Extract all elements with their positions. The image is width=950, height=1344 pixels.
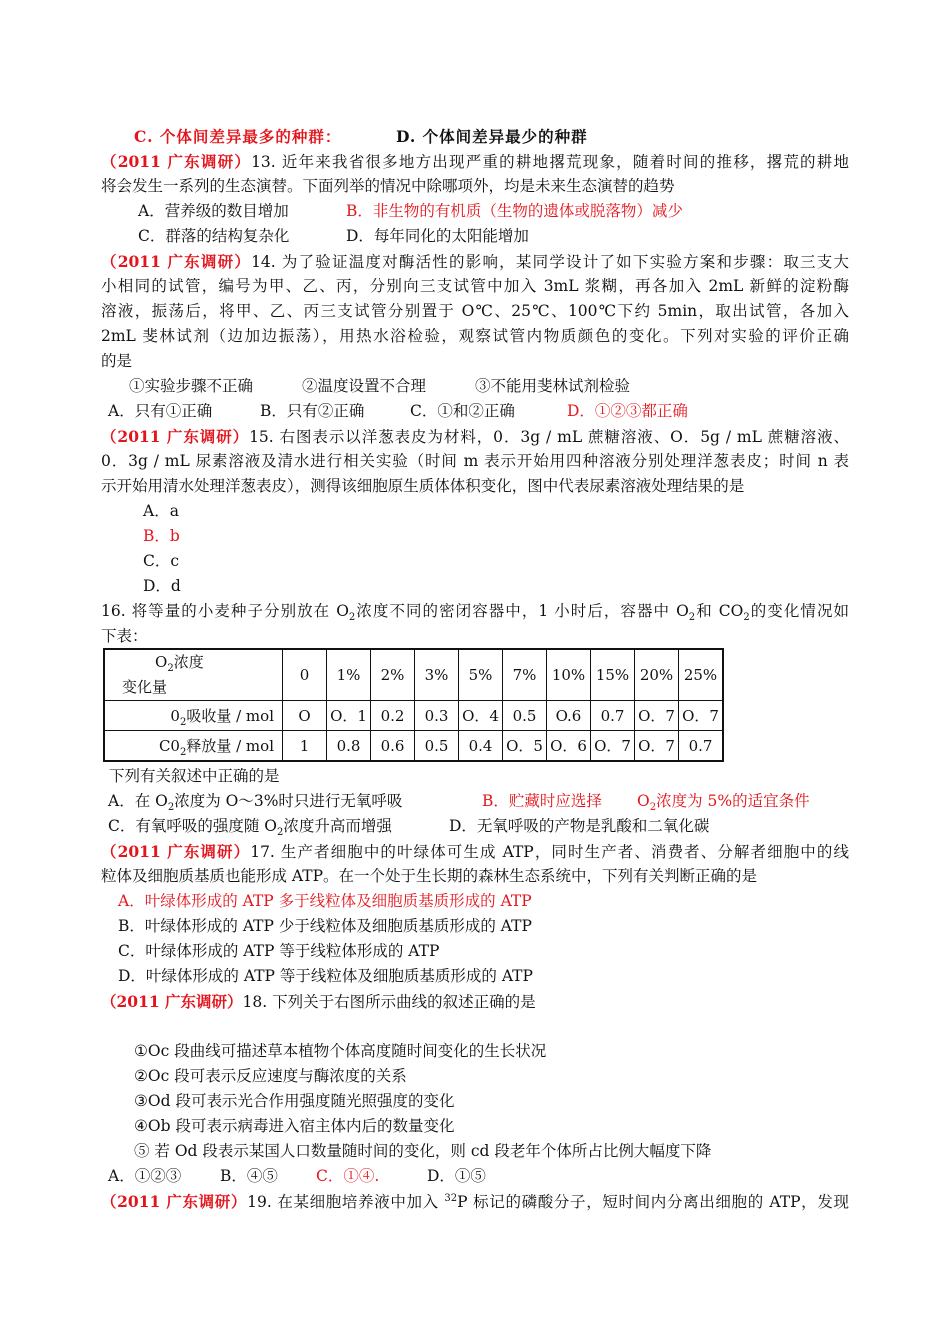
source-tag: （2011 广东调研） [101,992,243,1011]
q13-stem-line [101,149,849,174]
q14-option-a: A．只有①正确 [108,402,213,420]
q12-option-c: C. 个体间差异最多的种群： [134,127,342,146]
table-cell: O．7 [635,731,679,762]
q15-option-c: C．c [143,552,180,570]
table-cell: 0.6 [371,731,415,762]
q13-option-d: D．每年同化的太阳能增加 [346,227,529,245]
q18-options [101,1164,849,1189]
text: 浓度 [173,653,204,671]
q16-question: 下列有关叙述中正确的是 [109,767,280,785]
q16-option-a [108,789,402,814]
subscript: 2 [743,612,750,624]
subscript: 2 [277,827,284,839]
table-cell: O.6 [547,701,591,731]
q13-options [101,199,849,224]
q15-stem-line [101,424,849,449]
text: A．在 O [108,792,168,810]
text: C．有氧呼吸的强度随 O [108,817,277,835]
table-cell: O．5 [503,731,547,762]
q14-statement-3: ③不能用斐林试剂检验 [475,377,631,395]
q16-option-d: D．无氧呼吸的产物是乳酸和二氧化碳 [449,817,710,835]
q18-stem-line [101,989,849,1014]
q18-option-a: A．①②③ [108,1167,182,1185]
source-tag: （2011 广东调研） [101,842,251,861]
table-cell: 0.3 [415,701,459,731]
text: C0 [158,737,180,755]
table-header-cell: 15% [591,649,635,701]
q19-text: 19. 在某细胞培养液中加入 [247,1193,445,1211]
row-label [104,731,283,762]
q18-statement-5: ⑤ 若 Od 段表示某国人口数量随时间的变化，则 cd 段老年个体所占比例大幅度下降 [134,1142,712,1160]
q13-text: 13. 近年来我省很多地方出现严重的耕地撂荒现象，随着时间的推移，撂荒的耕地 [251,153,849,171]
q17-option-d: D．叶绿体形成的 ATP 等于线粒体及细胞质基质形成的 ATP [118,967,533,985]
table-cell: O．6 [547,731,591,762]
source-tag: （2011 广东调研） [101,1192,248,1211]
subscript: 2 [688,612,696,624]
text: 0 [170,707,180,725]
q13-option-c: C．群落的结构复杂化 [138,227,290,245]
source-tag: （2011 广东调研） [101,252,252,271]
table-header-cell: 10% [547,649,591,701]
q12-option-d: D. 个体间差异最少的种群 [396,127,588,146]
table-cell: O．4 [459,701,503,731]
text: O [155,653,168,671]
text: 浓度为 5%的适宜条件 [656,792,810,810]
q13-option-b: B．非生物的有机质（生物的遗体或脱落物）减少 [346,202,683,220]
q16-option-b-cont [637,789,810,814]
q14-statements [101,374,849,399]
q14-option-d: D．①②③都正确 [567,402,688,420]
q18-statement-3: ③Od 段可表示光合作用强度随光照强度的变化 [134,1092,455,1110]
table-cell: O [283,701,327,731]
q13-option-a: A．营养级的数目增加 [138,202,289,220]
table-cell: 0.7 [591,701,635,731]
table-header-cell: 1% [327,649,371,701]
subscript: 2 [167,802,175,814]
q19-stem-line [101,1189,849,1214]
q14-stem-line: 小相同的试管，编号为甲、乙、丙，分别向三支试管中加入 3mL 浆糊，再各加入 2mL 新鲜的淀粉酶 [101,277,849,295]
q16-option-c [108,814,392,839]
text: 浓度不同的密闭容器中，1 小时后，容器中 O [355,602,689,620]
source-tag: （2011 广东调研） [101,427,250,446]
q17-option-c: C．叶绿体形成的 ATP 等于线粒体形成的 ATP [118,942,440,960]
row-label [104,701,283,731]
q16-options [101,814,849,839]
subscript: 2 [348,612,356,624]
subscript: 2 [649,802,657,814]
table-row [104,701,723,731]
q15-option-b: B．b [143,527,180,545]
q16-data-table [103,648,724,762]
text: 和 CO [695,602,744,620]
table-cell: O．7 [679,701,724,731]
text: 释放量 / mol [186,737,274,755]
subscript: 2 [167,663,174,674]
table-cell: O．7 [635,701,679,731]
q16-stem-line [101,599,849,624]
table-header-cell: 25% [679,649,724,701]
table-cell: O．7 [591,731,635,762]
q15-option-a: A．a [143,502,179,520]
q15-text: 15. 右图表示以洋葱表皮为材料，0．3g / mL 蔗糖溶液、O．5g / mL 蔗糖溶液、 [249,428,849,446]
table-header-cell: 7% [503,649,547,701]
table-cell: 0.2 [371,701,415,731]
q17-option-b: B．叶绿体形成的 ATP 少于线粒体及细胞质基质形成的 ATP [118,917,532,935]
q16-option-b: B．贮藏时应选择 [482,792,602,810]
superscript: 32 [444,1192,458,1204]
q18-option-c: C．①④. [316,1167,380,1185]
text: 浓度升高而增强 [283,817,392,835]
q15-stem-line: 示开始用清水处理洋葱表皮），测得该细胞原生质体体积变化，图中代表尿素溶液处理结果的是 [101,477,745,495]
q14-stem-line: 溶液，振荡后，将甲、乙、丙三支试管分别置于 O℃、25℃、100℃下约 5min，取出试管，各加入 [101,302,849,320]
q14-text: 14. 为了验证温度对酶活性的影响，某同学设计了如下实验方案和步骤：取三支大 [251,253,849,271]
q17-stem-line: 粒体及细胞质基质也能形成 ATP。在一个处于生长期的森林生态系统中，下列有关判断正确的是 [101,867,758,885]
table-cell: 0.7 [679,731,724,762]
q14-option-b: B．只有②正确 [260,402,365,420]
q14-stem-line: 2mL 斐林试剂（边加边振荡），用热水浴检验，观察试管内物质颜色的变化。下列对实验的评价正确 [101,327,849,345]
corner-top [122,650,282,675]
table-cell: O．1 [327,701,371,731]
q14-statement-2: ②温度设置不合理 [302,377,427,395]
table-header-cell: 20% [635,649,679,701]
table-cell: 0.4 [459,731,503,762]
q15-stem-line: 0．3g / mL 尿素溶液及清水进行相关实验（时间 m 表示开始用四种溶液分别处理洋葱表皮；时间 n 表 [101,452,849,470]
q18-statement-2: ②Oc 段可表示反应速度与酶浓度的关系 [134,1067,407,1085]
q13-options [101,224,849,249]
table-row [104,731,723,762]
text: 的变化情况如 [749,602,849,620]
q14-stem-line [101,249,849,274]
q13-stem-line: 将会发生一系列的生态演替。下面列举的情况中除哪项外，均是未来生态演替的趋势 [101,177,675,195]
q15-option-d: D．d [143,577,181,595]
q18-option-b: B．④⑤ [220,1167,278,1185]
q16-stem-line: 下表： [101,627,148,645]
source-tag: （2011 广东调研） [101,152,252,171]
document-page [101,124,849,1214]
q18-option-d: D．①⑤ [427,1167,486,1185]
q14-options [101,399,849,424]
table-cell: 0.5 [415,731,459,762]
q17-stem-line [101,839,849,864]
q18-statement-4: ④Ob 段可表示病毒进入宿主体内后的数量变化 [134,1117,455,1135]
q17-text: 17. 生产者细胞中的叶绿体可生成 ATP，同时生产者、消费者、分解者细胞中的线 [250,843,849,861]
table-cell: 1 [283,731,327,762]
table-header-cell: 0 [283,649,327,701]
subscript: 2 [179,747,187,758]
table-header-cell: 2% [371,649,415,701]
text: O [637,792,650,810]
table-cell: 0.5 [503,701,547,731]
q18-text: 18. 下列关于右图所示曲线的叙述正确的是 [242,993,536,1011]
subscript: 2 [179,717,187,728]
text: 浓度为 O～3%时只进行无氧呼吸 [174,792,403,810]
table-header-cell: 3% [415,649,459,701]
table-cell: 0.8 [327,731,371,762]
q18-statement-1: ①Oc 段曲线可描述草本植物个体高度随时间变化的生长状况 [134,1042,547,1060]
table-header-cell: 5% [459,649,503,701]
q19-text: P 标记的磷酸分子，短时间内分离出细胞的 ATP，发现 [457,1193,849,1211]
table-header-row [104,649,723,701]
table-corner-cell [104,649,283,701]
corner-bottom: 变化量 [122,678,168,696]
q14-statement-1: ①实验步骤不正确 [129,377,254,395]
q14-stem-line: 的是 [101,352,133,370]
q17-option-a: A．叶绿体形成的 ATP 多于线粒体及细胞质基质形成的 ATP [118,892,532,910]
q16-options [101,789,849,814]
q14-option-c: C．①和②正确 [410,402,515,420]
q12-options [101,124,849,149]
text: 16. 将等量的小麦种子分别放在 O [101,602,349,620]
text: 吸收量 / mol [186,707,274,725]
